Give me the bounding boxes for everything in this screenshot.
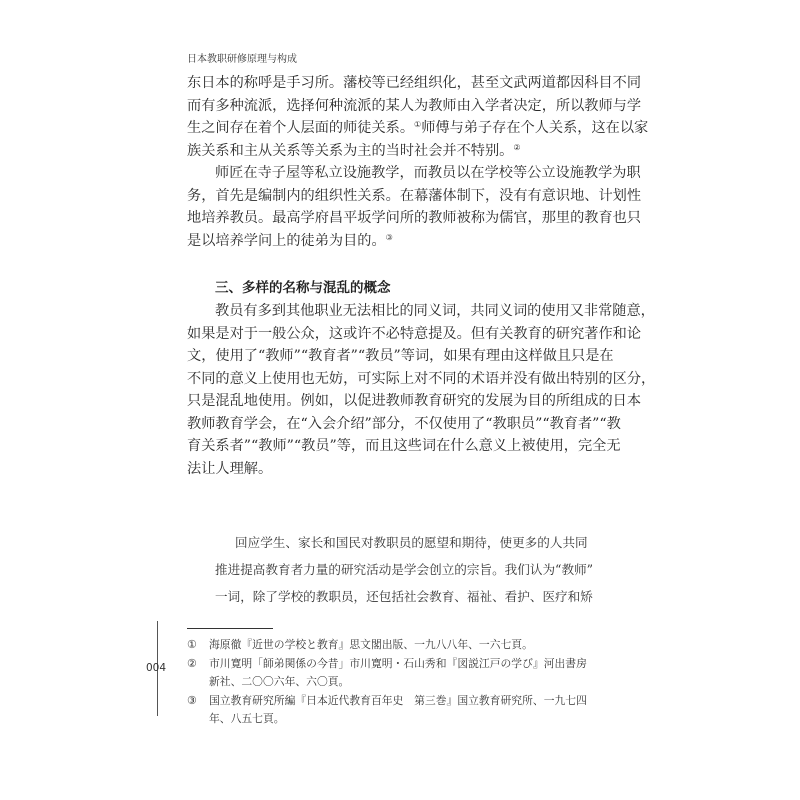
quote-line: 回应学生、家长和国民对教职员的愿望和期待，使更多的人共同 [235, 535, 588, 550]
note-ref-3[interactable]: ③ [385, 232, 393, 242]
block-quote [215, 529, 595, 610]
text-line [187, 140, 587, 163]
running-header: 日本教职研修原理与构成 [187, 54, 297, 65]
footnote-3 [187, 692, 607, 711]
section-heading: 三、多样的名称与混乱的概念 [215, 280, 391, 296]
text-line: 法让人理解。 [187, 460, 273, 477]
text-line: 务，首先是编制内的组织性关系。在幕藩体制下，没有有意识地、计划性 [187, 187, 642, 204]
text-line: 如果是对于一般公众，这或许不必特意提及。但有关教育的研究著作和论 [187, 325, 642, 342]
footnote-2 [187, 655, 607, 674]
footnote-marker: ① [187, 638, 197, 651]
page-number: 004 [146, 662, 167, 674]
text-line: 不同的意义上使用也无妨，可实际上对不同的术语并没有做出特别的区分， [187, 370, 656, 387]
text-fragment: 生之间存在着个人层面的师徒关系。 [187, 120, 415, 136]
footnote-text: 市川寛明「師弟関係の今昔」市川寛明・石山秀和『図説江戸の学び』河出書房 [209, 656, 587, 670]
footnote-3-continued: 年、八五七頁。 [209, 712, 285, 725]
text-line: 教师教育学会，在“入会介绍”部分，不仅使用了“教职员”“教育者”“教 [187, 415, 621, 432]
footnote-1 [187, 636, 607, 655]
footnote-marker: ② [187, 656, 197, 670]
text-line: 文，使用了“教师”“教育者”“教员”等词，如果有理由这样做且只是在 [187, 348, 614, 364]
footnote-text: 国立教育研究所編『日本近代教育百年史 第三巻』国立教育研究所、一九七四 [209, 693, 587, 707]
text-fragment: 族关系和主从关系等关系为主的当时社会并不特别。 [187, 142, 514, 159]
text-line: 东日本的称呼是手习所。藩校等已经组织化，甚至文武两道都因科目不同 [187, 75, 642, 91]
text-line: 育关系者”“教师”“教员”等，而且这些词在什么意义上被使用，完全无 [187, 438, 621, 454]
footnote-2-continued: 新社、二〇〇六年、六〇頁。 [209, 675, 350, 688]
quote-line: 一词，除了学校的教职员，还包括社会教育、福祉、看护、医疗和矫 [215, 589, 593, 604]
text-line: 师匠在寺子屋等私立设施教学，而教员以在学校等公立设施教学为职 [215, 165, 641, 181]
text-fragment: 师傅与弟子存在个人关系，这在以家 [421, 120, 649, 136]
footnotes [187, 636, 607, 729]
text-fragment: 是以培养学问上的徒弟为目的。 [187, 232, 386, 249]
note-ref-1[interactable]: ① [414, 120, 422, 129]
text-line: 地培养教员。最高学府昌平坂学问所的教师被称为儒官，那里的教育也只 [187, 210, 642, 226]
text-line: 教员有多到其他职业无法相比的同义词，共同义词的使用又非常随意， [215, 303, 655, 319]
body-text [187, 72, 656, 480]
text-line: 只是混乱地使用。例如，以促进教师教育研究的发展为目的所组成的日本 [187, 393, 642, 409]
spacer [187, 252, 587, 276]
text-line [187, 117, 649, 140]
text-line: 而有多种流派，选择何种流派的某人为教师由入学者决定，所以教师与学 [187, 97, 642, 114]
text-line [187, 230, 587, 253]
footnote-marker: ③ [187, 693, 197, 707]
note-ref-2[interactable]: ② [513, 142, 521, 152]
footnote-separator [187, 628, 273, 629]
footnote-text: 海原徹『近世の学校と教育』思文閣出版、一九八八年、一六七頁。 [209, 638, 533, 651]
quote-line: 推进提高教育者力量的研究活动是学会创立的宗旨。我们认为“教师” [215, 562, 594, 577]
